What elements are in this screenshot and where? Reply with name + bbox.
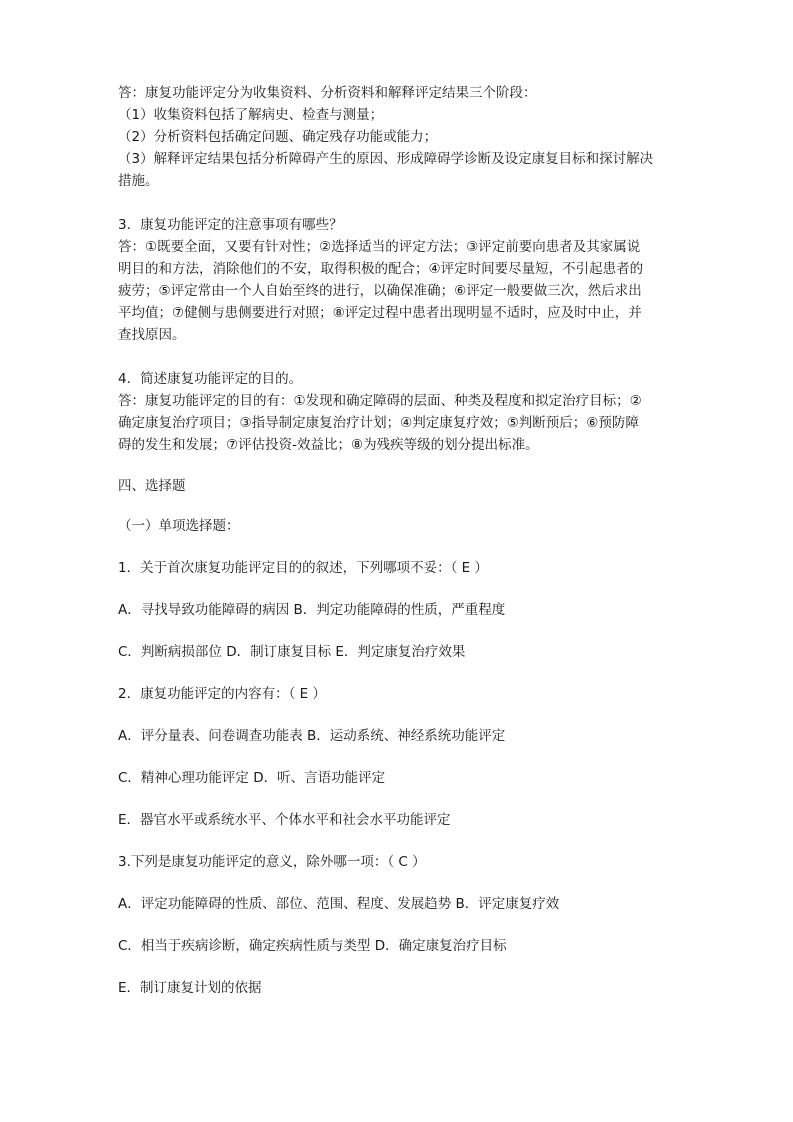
question-item: 3.下列是康复功能评定的意义，除外哪一项：（ C ）	[118, 854, 426, 870]
answer-line: 碍的发生和发展；⑦评估投资-效益比；⑧为残疾等级的划分提出标准。	[118, 437, 539, 453]
option-line: E．器官水平或系统水平、个体水平和社会水平功能评定	[118, 812, 451, 828]
answer-line: 答：①既要全面，又要有针对性；②选择适当的评定方法；③评定前要向患者及其家属说	[118, 239, 641, 255]
answer-line: （2）分析资料包括确定问题、确定残存功能或能力；	[118, 129, 438, 145]
answer-line: 确定康复治疗项目；③指导制定康复治疗计划；④判定康复疗效；⑤判断预后；⑥预防障	[118, 415, 639, 431]
answer-line: 疲劳；⑤评定常由一个人自始至终的进行，以确保准确；⑥评定一般要做三次，然后求出	[118, 283, 642, 299]
section-heading: 四、选择题	[118, 478, 186, 494]
answer-line: （3）解释评定结果包括分析障碍产生的原因、形成障碍学诊断及设定康复目标和探讨解决	[118, 151, 654, 167]
option-line: C．相当于疾病诊断，确定疾病性质与类型 D．确定康复治疗目标	[118, 938, 507, 954]
question-heading: 3．康复功能评定的注意事项有哪些？	[118, 217, 343, 233]
question-heading: 4．简述康复功能评定的目的。	[118, 371, 303, 387]
option-line: A．寻找导致功能障碍的病因 B．判定功能障碍的性质，严重程度	[118, 602, 506, 618]
option-line: E．制订康复计划的依据	[118, 980, 262, 996]
option-line: A．评定功能障碍的性质、部位、范围、程度、发展趋势 B．评定康复疗效	[118, 896, 560, 912]
answer-line: 平均值；⑦健侧与患侧要进行对照；⑧评定过程中患者出现明显不适时，应及时中止，并	[118, 305, 642, 321]
question-item: 2．康复功能评定的内容有：（ E ）	[118, 686, 326, 702]
answer-line: 明目的和方法，消除他们的不安，取得积极的配合；④评定时间要尽量短，不引起患者的	[118, 261, 644, 277]
answer-line: （1）收集资料包括了解病史、检查与测量；	[118, 107, 384, 123]
option-line: C．精神心理功能评定 D．听、言语功能评定	[118, 770, 386, 786]
option-line: A．评分量表、问卷调查功能表 B．运动系统、神经系统功能评定	[118, 728, 506, 744]
answer-line: 答：康复功能评定分为收集资料、分析资料和解释评定结果三个阶段：	[118, 85, 537, 101]
option-line: C．判断病损部位 D．制订康复目标 E．判定康复治疗效果	[118, 644, 466, 660]
question-item: 1．关于首次康复功能评定目的的叙述，下列哪项不妥：（ E ）	[118, 560, 488, 576]
subsection-heading: （一）单项选择题：	[118, 518, 240, 534]
answer-line: 措施。	[118, 173, 159, 189]
answer-line: 查找原因。	[118, 327, 186, 343]
answer-line: 答：康复功能评定的目的有：①发现和确定障碍的层面、种类及程度和拟定治疗目标；②	[118, 393, 642, 409]
